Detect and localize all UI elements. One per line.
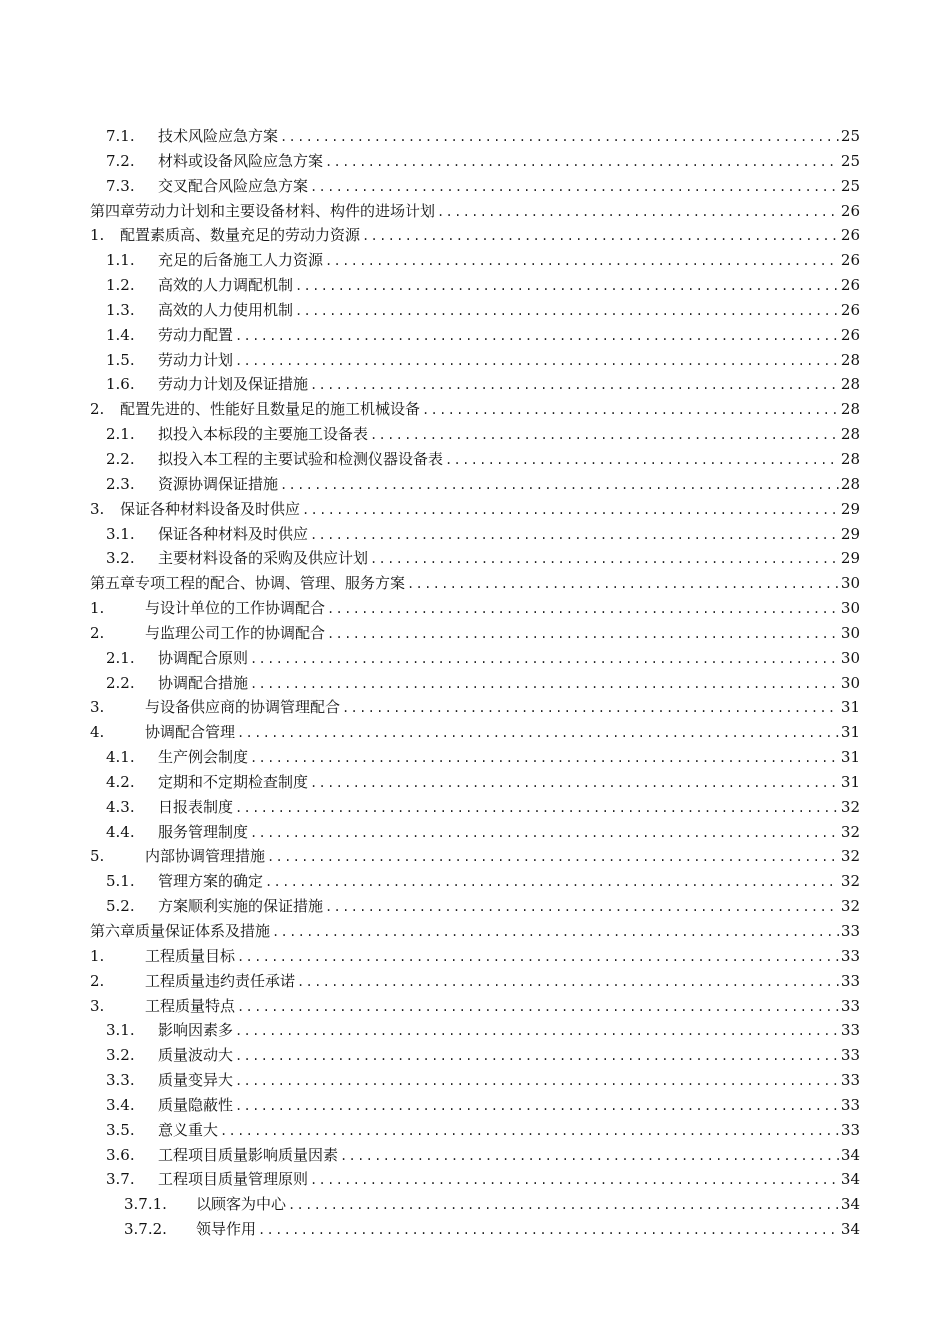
toc-dot-leader xyxy=(237,995,839,1020)
toc-entry[interactable] xyxy=(90,422,860,447)
toc-dot-leader xyxy=(258,1218,839,1243)
toc-entry[interactable] xyxy=(90,546,860,571)
toc-entry-number: 3.1. xyxy=(106,524,135,543)
toc-dot-leader xyxy=(370,547,839,572)
toc-entry-page-number: 33 xyxy=(840,1071,860,1090)
toc-entry[interactable] xyxy=(90,869,860,894)
toc-entry-title: 配置先进的、性能好且数量足的施工机械设备 xyxy=(120,400,421,419)
toc-dot-leader xyxy=(237,945,839,970)
toc-entry-page-number: 28 xyxy=(840,474,860,493)
toc-entry-page-number: 26 xyxy=(840,251,860,270)
toc-entry[interactable] xyxy=(90,522,860,547)
toc-entry-title: 意义重大 xyxy=(158,1120,219,1139)
toc-entry[interactable] xyxy=(90,472,860,497)
toc-entry-page-number: 33 xyxy=(840,922,860,940)
toc-entry-number: 1.5. xyxy=(106,350,135,369)
toc-entry[interactable] xyxy=(90,571,860,596)
toc-entry-page-number: 30 xyxy=(840,648,860,667)
toc-entry-number: 2.2. xyxy=(106,673,135,692)
toc-entry-title: 领导作用 xyxy=(196,1220,257,1239)
toc-entry[interactable] xyxy=(90,994,860,1019)
toc-entry-page-number: 33 xyxy=(840,1046,860,1065)
toc-entry-title: 高效的人力使用机制 xyxy=(158,300,294,319)
toc-entry[interactable] xyxy=(90,1217,860,1242)
toc-entry-number: 3.1. xyxy=(106,1021,135,1040)
toc-entry-number: 第四章 xyxy=(90,201,136,220)
toc-entry-page-number: 32 xyxy=(840,822,860,841)
toc-entry[interactable] xyxy=(90,447,860,472)
toc-entry-page-number: 26 xyxy=(840,325,860,344)
toc-entry[interactable] xyxy=(90,844,860,869)
toc-dot-leader xyxy=(297,970,839,995)
toc-dot-leader xyxy=(327,622,839,647)
toc-entry[interactable] xyxy=(90,348,860,373)
toc-entry-page-number: 31 xyxy=(840,748,860,767)
toc-entry-page-number: 29 xyxy=(840,549,860,568)
toc-entry-title: 工程项目质量管理原则 xyxy=(158,1170,309,1189)
toc-dot-leader xyxy=(272,920,839,945)
toc-entry-title: 劳动力计划 xyxy=(158,350,234,369)
toc-entry-title: 配置素质高、数量充足的劳动力资源 xyxy=(120,226,361,245)
toc-entry-title: 质量变异大 xyxy=(158,1071,234,1090)
toc-entry-title: 劳动力配置 xyxy=(158,325,234,344)
toc-entry-number: 1. xyxy=(90,226,105,245)
toc-entry-page-number: 28 xyxy=(840,400,860,419)
toc-entry-page-number: 30 xyxy=(840,673,860,692)
toc-dot-leader xyxy=(302,498,839,523)
toc-entry-number: 3. xyxy=(90,698,105,717)
toc-entry-title: 质量波动大 xyxy=(158,1046,234,1065)
toc-dot-leader xyxy=(327,597,839,622)
toc-entry-title: 日报表制度 xyxy=(158,797,234,816)
toc-dot-leader xyxy=(325,895,839,920)
toc-entry-page-number: 32 xyxy=(840,847,860,866)
toc-entry-number: 5.1. xyxy=(106,872,135,891)
toc-entry-title: 质量隐蔽性 xyxy=(158,1095,234,1114)
toc-entry[interactable] xyxy=(90,223,860,248)
toc-entry[interactable] xyxy=(90,1167,860,1192)
toc-entry-number: 2.3. xyxy=(106,474,135,493)
toc-dot-leader xyxy=(280,125,839,150)
toc-entry-number: 4.3. xyxy=(106,797,135,816)
toc-dot-leader xyxy=(235,1044,839,1069)
toc-entry-number: 3.2. xyxy=(106,549,135,568)
toc-entry-number: 2.1. xyxy=(106,648,135,667)
toc-entry[interactable] xyxy=(90,124,860,149)
toc-entry-number: 4. xyxy=(90,723,105,742)
toc-dot-leader xyxy=(250,746,839,771)
toc-entry[interactable] xyxy=(90,1068,860,1093)
toc-entry-title: 拟投入本标段的主要施工设备表 xyxy=(158,425,369,444)
toc-dot-leader xyxy=(407,572,839,597)
toc-dot-leader xyxy=(325,249,839,274)
toc-entry-title: 生产例会制度 xyxy=(158,748,249,767)
toc-entry-title: 与监理公司工作的协调配合 xyxy=(145,623,326,642)
toc-entry-page-number: 33 xyxy=(840,996,860,1015)
toc-entry-page-number: 31 xyxy=(840,723,860,742)
toc-entry-page-number: 26 xyxy=(840,276,860,295)
toc-entry-page-number: 33 xyxy=(840,971,860,990)
toc-entry-number: 3. xyxy=(90,996,105,1015)
toc-entry-page-number: 34 xyxy=(840,1170,860,1189)
toc-entry-page-number: 31 xyxy=(840,698,860,717)
toc-entry[interactable] xyxy=(90,1192,860,1217)
toc-entry-number: 2.2. xyxy=(106,449,135,468)
toc-entry[interactable] xyxy=(90,1118,860,1143)
toc-entry[interactable] xyxy=(90,596,860,621)
toc-entry-title: 技术风险应急方案 xyxy=(158,127,279,145)
toc-entry-number: 第六章 xyxy=(90,922,136,940)
toc-entry-page-number: 32 xyxy=(840,797,860,816)
toc-entry-number: 3.2. xyxy=(106,1046,135,1065)
toc-entry-title: 工程质量违约责任承诺 xyxy=(145,971,296,990)
toc-entry-title: 以顾客为中心 xyxy=(196,1195,287,1214)
toc-entry[interactable] xyxy=(90,372,860,397)
toc-dot-leader xyxy=(288,1193,839,1218)
toc-entry-page-number: 34 xyxy=(840,1220,860,1239)
toc-entry[interactable] xyxy=(90,795,860,820)
toc-entry-page-number: 34 xyxy=(840,1145,860,1164)
toc-entry-title: 定期和不定期检查制度 xyxy=(158,772,309,791)
toc-entry[interactable] xyxy=(90,621,860,646)
toc-dot-leader xyxy=(295,274,839,299)
toc-entry-title: 材料或设备风险应急方案 xyxy=(158,151,324,170)
toc-entry-number: 2. xyxy=(90,400,105,419)
toc-entry-number: 3.7. xyxy=(106,1170,135,1189)
toc-dot-leader xyxy=(235,349,839,374)
toc-entry-title: 协调配合措施 xyxy=(158,673,249,692)
toc-entry[interactable] xyxy=(90,1018,860,1043)
toc-entry-title: 工程质量特点 xyxy=(145,996,236,1015)
toc-entry-number: 2. xyxy=(90,971,105,990)
toc-entry-number: 2.1. xyxy=(106,425,135,444)
toc-dot-leader xyxy=(437,200,839,225)
toc-entry[interactable] xyxy=(90,646,860,671)
toc-dot-leader xyxy=(310,523,839,548)
toc-entry[interactable] xyxy=(90,149,860,174)
toc-entry[interactable] xyxy=(90,199,860,224)
toc-entry-number: 1.6. xyxy=(106,375,135,394)
toc-dot-leader xyxy=(267,845,839,870)
table-of-contents xyxy=(90,124,860,1242)
toc-dot-leader xyxy=(310,373,839,398)
toc-entry-number: 1.4. xyxy=(106,325,135,344)
toc-dot-leader xyxy=(237,721,839,746)
toc-entry-title: 高效的人力调配机制 xyxy=(158,276,294,295)
toc-entry-page-number: 26 xyxy=(840,201,860,220)
toc-entry-page-number: 32 xyxy=(840,872,860,891)
toc-entry[interactable] xyxy=(90,174,860,199)
toc-entry-title: 主要材料设备的采购及供应计划 xyxy=(158,549,369,568)
toc-entry[interactable] xyxy=(90,497,860,522)
toc-entry-page-number: 26 xyxy=(840,226,860,245)
toc-entry[interactable] xyxy=(90,1143,860,1168)
toc-entry-page-number: 28 xyxy=(840,425,860,444)
toc-entry-number: 3.5. xyxy=(106,1120,135,1139)
toc-entry-title: 工程项目质量影响质量因素 xyxy=(158,1145,339,1164)
toc-dot-leader xyxy=(342,696,839,721)
toc-entry-page-number: 30 xyxy=(840,574,860,593)
toc-entry-number: 1.3. xyxy=(106,300,135,319)
toc-entry-title: 内部协调管理措施 xyxy=(145,847,266,866)
toc-entry-title: 劳动力计划和主要设备材料、构件的进场计划 xyxy=(135,201,436,220)
toc-entry-number: 3. xyxy=(90,499,105,518)
toc-entry-title: 服务管理制度 xyxy=(158,822,249,841)
toc-entry-title: 专项工程的配合、协调、管理、服务方案 xyxy=(135,574,406,593)
toc-entry-number: 1. xyxy=(90,946,105,965)
toc-entry-page-number: 34 xyxy=(840,1195,860,1214)
toc-dot-leader xyxy=(370,423,839,448)
toc-entry-number: 7.3. xyxy=(106,176,135,195)
toc-entry-number: 3.3. xyxy=(106,1071,135,1090)
toc-entry-title: 工程质量目标 xyxy=(145,946,236,965)
toc-dot-leader xyxy=(265,870,839,895)
toc-entry-title: 与设计单位的工作协调配合 xyxy=(145,599,326,618)
toc-dot-leader xyxy=(422,398,839,423)
toc-entry-title: 方案顺利实施的保证措施 xyxy=(158,897,324,916)
toc-entry-number: 1. xyxy=(90,599,105,618)
toc-entry[interactable] xyxy=(90,770,860,795)
toc-entry-title: 协调配合原则 xyxy=(158,648,249,667)
toc-entry-number: 7.1. xyxy=(106,127,135,145)
toc-entry-page-number: 30 xyxy=(840,599,860,618)
toc-dot-leader xyxy=(235,796,839,821)
toc-entry-page-number: 29 xyxy=(840,524,860,543)
toc-entry[interactable] xyxy=(90,944,860,969)
toc-entry[interactable] xyxy=(90,273,860,298)
toc-entry-title: 协调配合管理 xyxy=(145,723,236,742)
toc-entry-number: 第五章 xyxy=(90,574,136,593)
toc-dot-leader xyxy=(235,1019,839,1044)
toc-entry-number: 3.7.2. xyxy=(124,1220,167,1239)
toc-entry-number: 3.4. xyxy=(106,1095,135,1114)
toc-entry-title: 资源协调保证措施 xyxy=(158,474,279,493)
toc-entry-page-number: 30 xyxy=(840,623,860,642)
toc-entry-number: 2. xyxy=(90,623,105,642)
toc-entry-page-number: 25 xyxy=(840,151,860,170)
toc-entry-page-number: 32 xyxy=(840,897,860,916)
toc-entry[interactable] xyxy=(90,820,860,845)
toc-entry-title: 质量保证体系及措施 xyxy=(135,922,271,940)
toc-entry-number: 4.1. xyxy=(106,748,135,767)
toc-entry[interactable] xyxy=(90,671,860,696)
toc-entry-page-number: 28 xyxy=(840,375,860,394)
toc-entry-page-number: 25 xyxy=(840,176,860,195)
toc-entry-page-number: 25 xyxy=(840,127,860,145)
toc-entry-number: 3.6. xyxy=(106,1145,135,1164)
toc-dot-leader xyxy=(325,150,839,175)
toc-entry[interactable] xyxy=(90,745,860,770)
toc-entry-title: 影响因素多 xyxy=(158,1021,234,1040)
toc-dot-leader xyxy=(310,175,839,200)
toc-entry-number: 7.2. xyxy=(106,151,135,170)
toc-entry[interactable] xyxy=(90,894,860,919)
toc-entry-title: 拟投入本工程的主要试验和检测仪器设备表 xyxy=(158,449,444,468)
toc-entry-number: 3.7.1. xyxy=(124,1195,167,1214)
toc-dot-leader xyxy=(250,672,839,697)
toc-entry-title: 与设备供应商的协调管理配合 xyxy=(145,698,341,717)
toc-dot-leader xyxy=(310,771,839,796)
toc-dot-leader xyxy=(362,224,839,249)
toc-dot-leader xyxy=(310,1168,839,1193)
toc-entry-page-number: 31 xyxy=(840,772,860,791)
toc-entry[interactable] xyxy=(90,1093,860,1118)
toc-entry-page-number: 33 xyxy=(840,946,860,965)
toc-dot-leader xyxy=(235,1069,839,1094)
toc-entry-number: 4.4. xyxy=(106,822,135,841)
toc-entry[interactable] xyxy=(90,720,860,745)
toc-entry[interactable] xyxy=(90,1043,860,1068)
toc-entry-title: 交叉配合风险应急方案 xyxy=(158,176,309,195)
toc-entry-number: 5. xyxy=(90,847,105,866)
toc-dot-leader xyxy=(280,473,839,498)
toc-entry[interactable] xyxy=(90,919,860,944)
toc-dot-leader xyxy=(235,324,839,349)
toc-entry-page-number: 33 xyxy=(840,1095,860,1114)
toc-entry[interactable] xyxy=(90,969,860,994)
toc-dot-leader xyxy=(220,1119,839,1144)
toc-dot-leader xyxy=(295,299,839,324)
toc-entry-title: 保证各种材料及时供应 xyxy=(158,524,309,543)
toc-entry-number: 1.1. xyxy=(106,251,135,270)
toc-entry[interactable] xyxy=(90,248,860,273)
toc-entry[interactable] xyxy=(90,298,860,323)
toc-entry-number: 5.2. xyxy=(106,897,135,916)
toc-entry[interactable] xyxy=(90,695,860,720)
toc-dot-leader xyxy=(250,821,839,846)
toc-entry-page-number: 28 xyxy=(840,350,860,369)
toc-dot-leader xyxy=(235,1094,839,1119)
toc-entry[interactable] xyxy=(90,323,860,348)
toc-entry-title: 保证各种材料设备及时供应 xyxy=(120,499,301,518)
toc-entry-number: 1.2. xyxy=(106,276,135,295)
toc-entry-page-number: 26 xyxy=(840,300,860,319)
toc-dot-leader xyxy=(340,1144,839,1169)
toc-dot-leader xyxy=(250,647,839,672)
toc-entry-title: 充足的后备施工人力资源 xyxy=(158,251,324,270)
toc-entry-number: 4.2. xyxy=(106,772,135,791)
toc-entry-page-number: 28 xyxy=(840,449,860,468)
toc-entry[interactable] xyxy=(90,397,860,422)
toc-entry-page-number: 33 xyxy=(840,1120,860,1139)
toc-dot-leader xyxy=(445,448,839,473)
toc-entry-page-number: 33 xyxy=(840,1021,860,1040)
toc-entry-title: 管理方案的确定 xyxy=(158,872,264,891)
toc-entry-title: 劳动力计划及保证措施 xyxy=(158,375,309,394)
toc-entry-page-number: 29 xyxy=(840,499,860,518)
